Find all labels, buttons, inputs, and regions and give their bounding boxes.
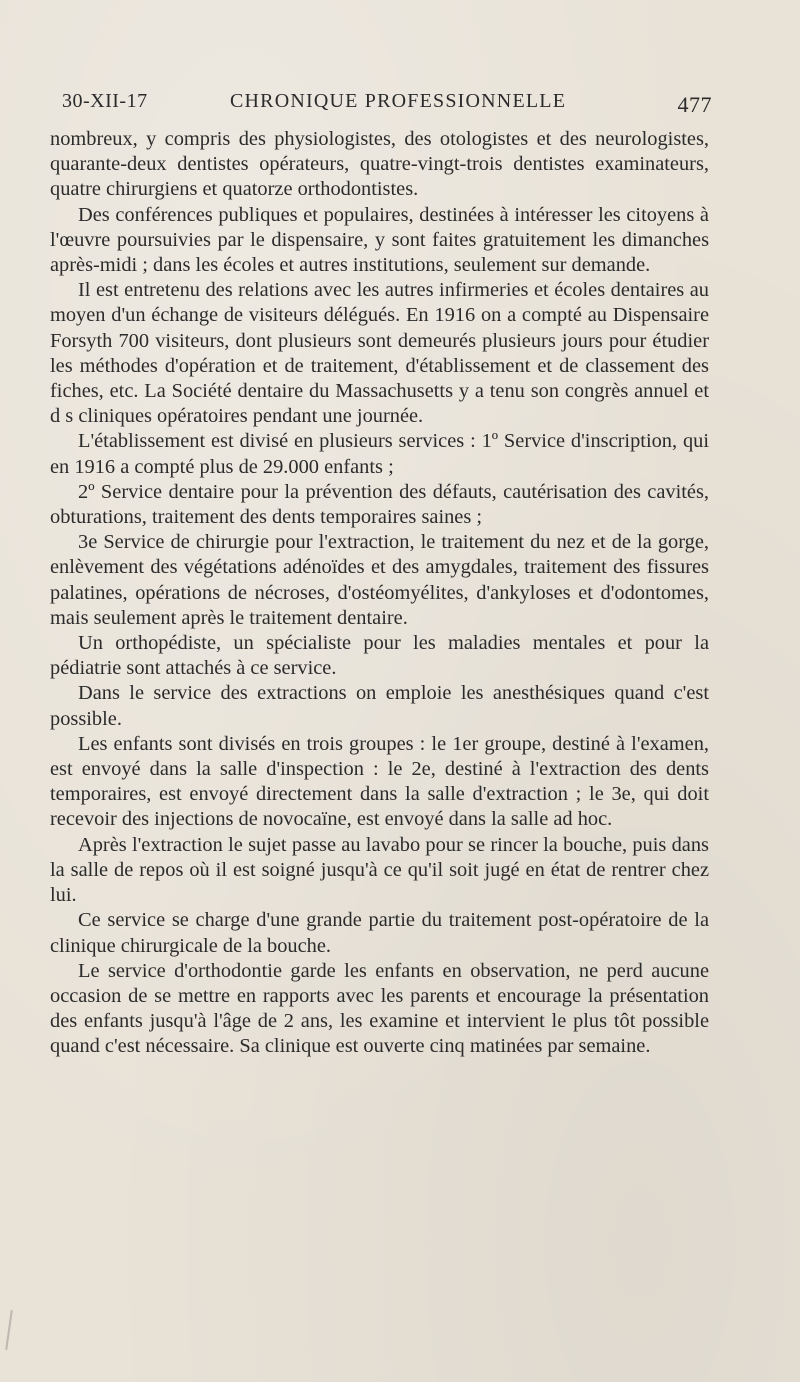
paragraph-after-extraction: Après l'extraction le sujet passe au lavabo pour se rincer la bouche, puis dans la salle de repos où il est soigné jusqu'à ce qu'il soit jugé en état de rentrer chez lui. xyxy=(50,833,709,907)
paragraph-orthopedist: Un orthopédiste, un spécialiste pour les maladies mentales et pour la pédiatrie sont attachés à ce service. xyxy=(50,632,709,680)
paper-mark xyxy=(5,1310,13,1350)
header-title: CHRONIQUE PROFESSIONNELLE xyxy=(230,90,567,112)
header-date: 30-XII-17 xyxy=(62,90,148,112)
paragraph-continuation: nombreux, y compris des physiologistes, des otologistes et des neurologistes, quarante-deux dentistes opérateurs, quatre-vingt-trois dentistes examinateurs, quatre chirurgiens et quatorze orthodontistes. xyxy=(50,128,709,201)
paragraph-conferences: Des conférences publiques et populaires, destinées à intéresser les citoyens à l'œuvre poursuivies par le dispensaire, y sont faites gratuitement les dimanches après-midi ; dans les écoles et autres institutions, seulement sur demande. xyxy=(50,203,709,277)
paragraph-service-3: 3e Service de chirurgie pour l'extraction, le traitement du nez et de la gorge, enlèvement des végétations adénoïdes et des amygdales, traitement des fissures palatines, opérations de nécroses, d'ostéomyélites, d'ankyloses et d'odontomes, mais seulement après le traitement dentaire. xyxy=(50,531,709,629)
running-header xyxy=(62,90,712,120)
paragraph-service-2: 2º Service dentaire pour la prévention des défauts, cautérisation des cavités, obturations, traitement des dents temporaires saines ; xyxy=(50,480,709,529)
paragraph-groups: Les enfants sont divisés en trois groupes : le 1er groupe, destiné à l'examen, est envoyé dans la salle d'inspection : le 2e, destiné à l'extraction des dents temporaires, est envoyé directement dans la salle d'extraction ; le 3e, qui doit recevoir des injections de novocaïne, est envoyé dans la salle ad hoc. xyxy=(50,732,709,831)
page-number: 477 xyxy=(677,92,712,117)
paragraph-orthodontics: Le service d'orthodontie garde les enfants en observation, ne perd aucune occasion de se mettre en rapports avec les parents et encourage la présentation des enfants jusqu'à l'âge de 2 ans, les examine et intervient le plus tôt possible quand c'est nécessaire. Sa clinique est ouverte cinq matinées par semaine. xyxy=(50,959,709,1058)
paragraph-services-intro: L'établissement est divisé en plusieurs services : 1º Service d'inscription, qui en 1916 a compté plus de 29.000 enfants ; xyxy=(50,430,709,478)
paragraph-post-operative: Ce service se charge d'une grande partie du traitement post-opératoire de la clinique chirurgicale de la bouche. xyxy=(50,909,709,957)
article-body xyxy=(50,127,709,1060)
paragraph-anesthesia: Dans le service des extractions on emploie les anesthésiques quand c'est possible. xyxy=(50,682,709,730)
paragraph-relations: Il est entretenu des relations avec les autres infirmeries et écoles dentaires au moyen d'un échange de visiteurs délégués. En 1916 on a compté au Dispensaire Forsyth 700 visiteurs, dont plusieurs sont demeurés plusieurs jours pour étudier les méthodes d'opération et de traitement, d'établissement et de classement des fiches, etc. La Société dentaire du Massachusetts y a tenu son congrès annuel et d s cliniques opératoires pendant une journée. xyxy=(50,279,709,428)
